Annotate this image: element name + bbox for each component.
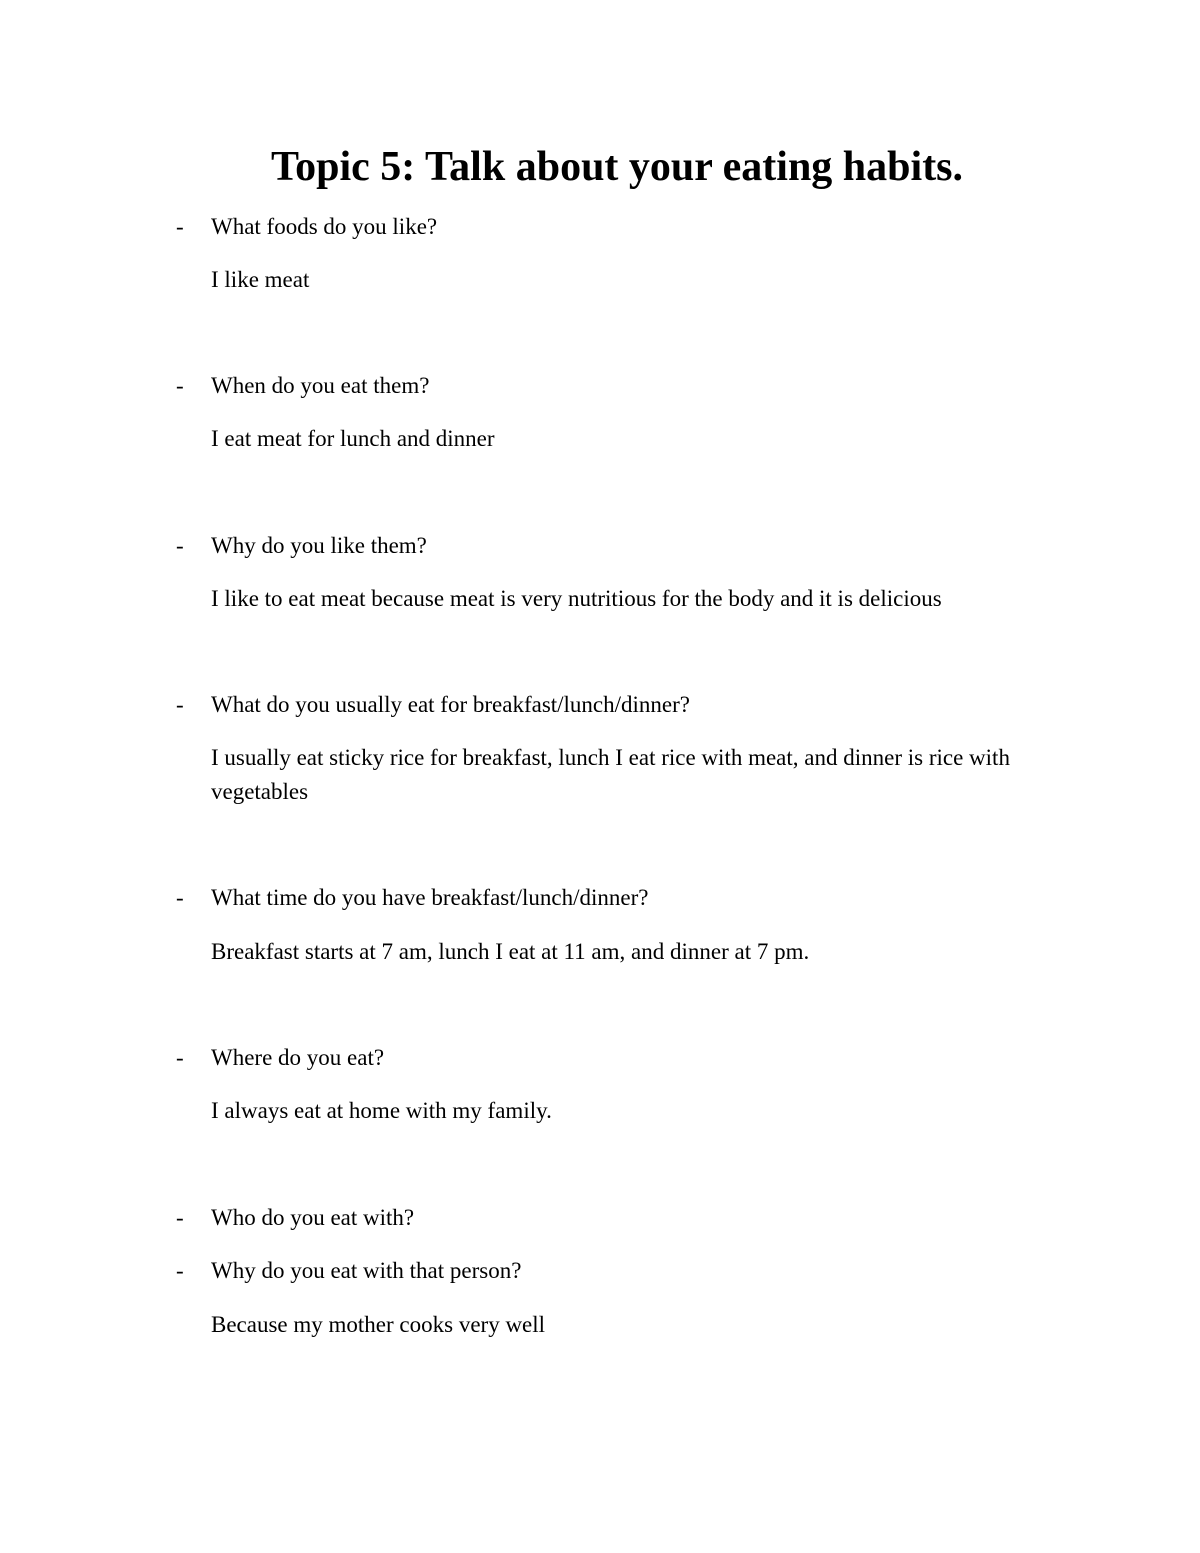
bullet-dash: - — [176, 373, 184, 398]
answer-8: Because my mother cooks very well — [211, 1312, 546, 1337]
question-2: When do you eat them? — [211, 373, 430, 398]
bullet-dash: - — [176, 1205, 184, 1230]
question-4: What do you usually eat for breakfast/lunch/dinner? — [211, 692, 691, 717]
document-title: Topic 5: Talk about your eating habits. — [270, 144, 964, 190]
bullet-dash: - — [176, 885, 184, 910]
answer-6: I always eat at home with my family. — [211, 1098, 552, 1123]
bullet-dash: - — [176, 692, 184, 717]
question-5: What time do you have breakfast/lunch/dinner? — [211, 885, 649, 910]
question-1: What foods do you like? — [211, 214, 438, 239]
bullet-dash: - — [176, 214, 184, 239]
question-8: Why do you eat with that person? — [211, 1258, 522, 1283]
question-3: Why do you like them? — [211, 533, 427, 558]
answer-5: Breakfast starts at 7 am, lunch I eat at 11 am, and dinner at 7 pm. — [211, 939, 810, 964]
answer-1: I like meat — [211, 267, 310, 292]
bullet-dash: - — [176, 1045, 184, 1070]
answer-2: I eat meat for lunch and dinner — [211, 426, 495, 451]
answer-3: I like to eat meat because meat is very nutritious for the body and it is delicious — [211, 586, 942, 611]
bullet-dash: - — [176, 533, 184, 558]
question-6: Where do you eat? — [211, 1045, 385, 1070]
bullet-dash: - — [176, 1258, 184, 1283]
question-7: Who do you eat with? — [211, 1205, 415, 1230]
answer-4: I usually eat sticky rice for breakfast, lunch I eat rice with meat, and dinner is rice with vegetables — [211, 745, 1010, 804]
